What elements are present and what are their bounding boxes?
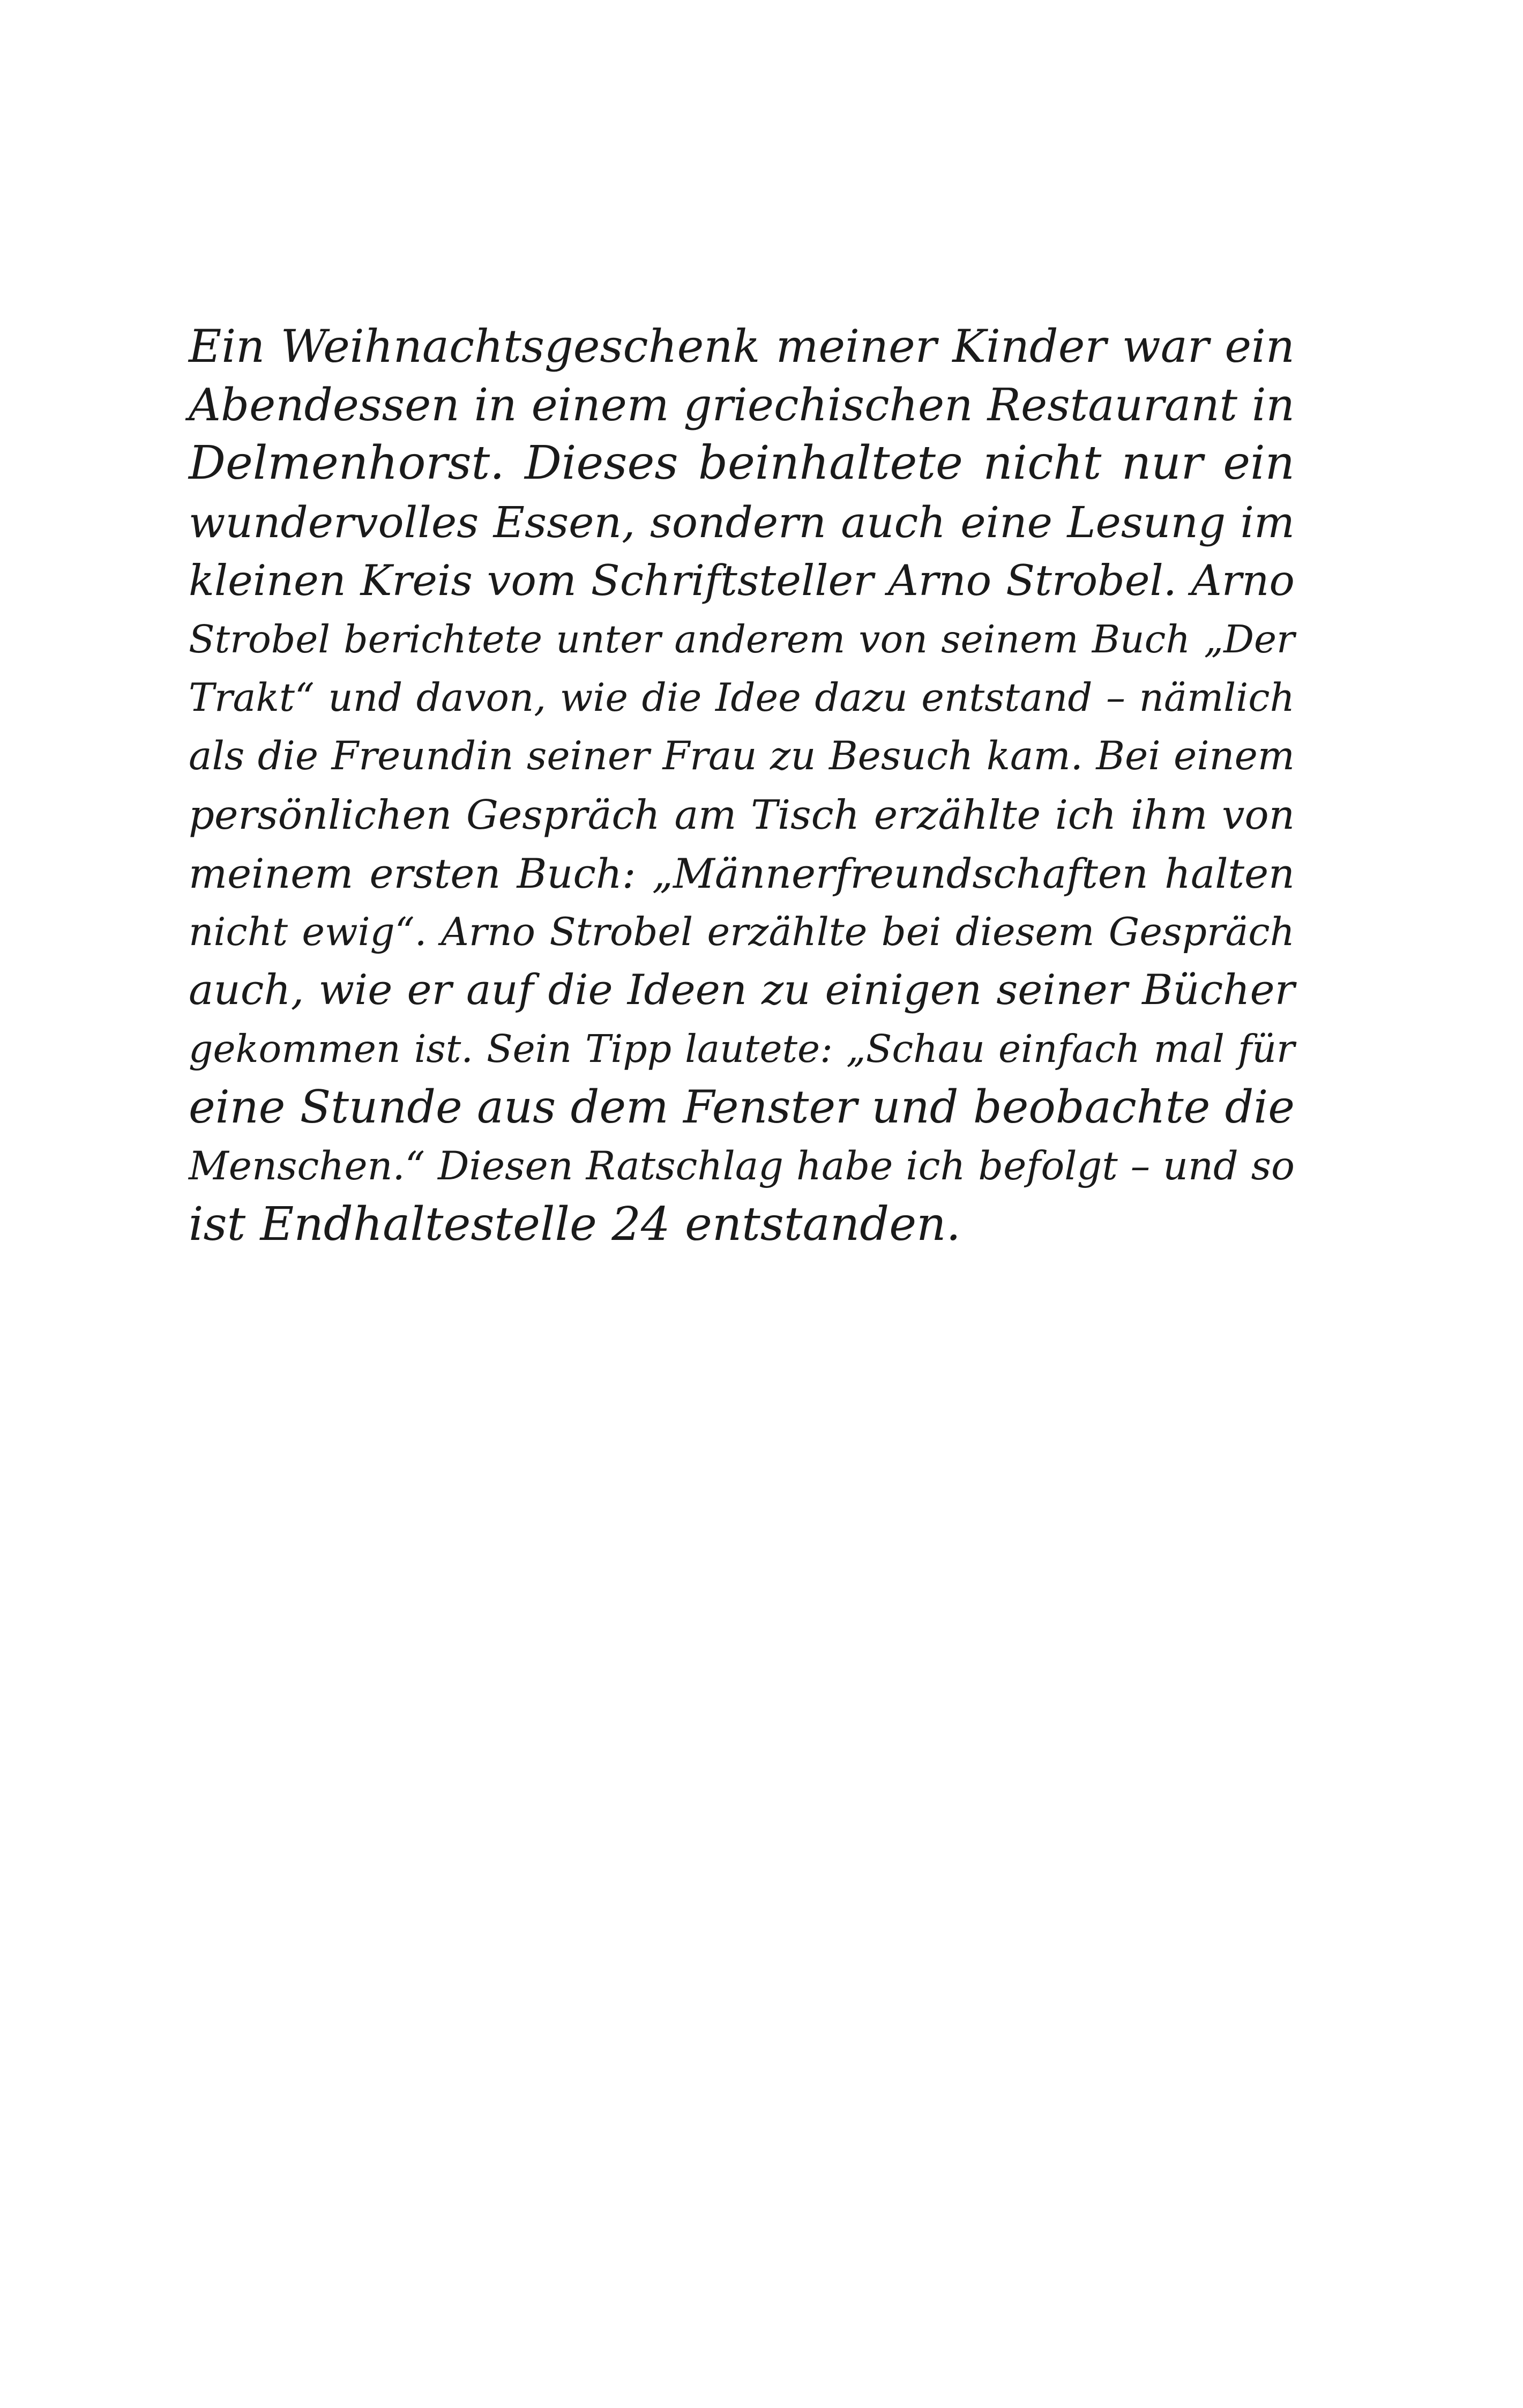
paragraph-line: Menschen.“ Diesen Ratschlag habe ich befolgt – und so: [189, 1143, 1295, 1189]
paragraph-line: Strobel berichtete unter anderem von seinem Buch „Der: [189, 616, 1295, 662]
paragraph-line: ist Endhaltestelle 24 entstanden.: [189, 1197, 961, 1251]
paragraph-line: eine Stunde aus dem Fenster und beobachte die: [189, 1081, 1295, 1134]
paragraph-line: gekommen ist. Sein Tipp lautete: „Schau einfach mal für: [189, 1027, 1295, 1072]
paragraph-line: auch, wie er auf die Ideen zu einigen seiner Bücher: [189, 966, 1295, 1015]
paragraph-line: persönlichen Gespräch am Tisch erzählte ich ihm von: [189, 791, 1295, 838]
paragraph-line: als die Freundin seiner Frau zu Besuch kam. Bei einem: [189, 733, 1295, 779]
paragraph-line: Delmenhorst. Dieses beinhaltete nicht nur ein: [189, 436, 1295, 490]
paragraph-line: meinem ersten Buch: „Männerfreundschaften halten: [189, 849, 1295, 897]
paragraph-line: kleinen Kreis vom Schriftsteller Arno Strobel. Arno: [189, 555, 1295, 605]
paragraph-line: Abendessen in einem griechischen Restaurant in: [189, 379, 1295, 432]
paragraph-line: wundervolles Essen, sondern auch eine Lesung im: [189, 497, 1295, 547]
paragraph-line: Trakt“ und davon, wie die Idee dazu entstand – nämlich: [189, 675, 1295, 720]
body-paragraph: [189, 317, 1295, 1254]
paragraph-line: Ein Weihnachtsgeschenk meiner Kinder war ein: [189, 320, 1295, 373]
paragraph-line: nicht ewig“. Arno Strobel erzählte bei diesem Gespräch: [189, 909, 1295, 954]
